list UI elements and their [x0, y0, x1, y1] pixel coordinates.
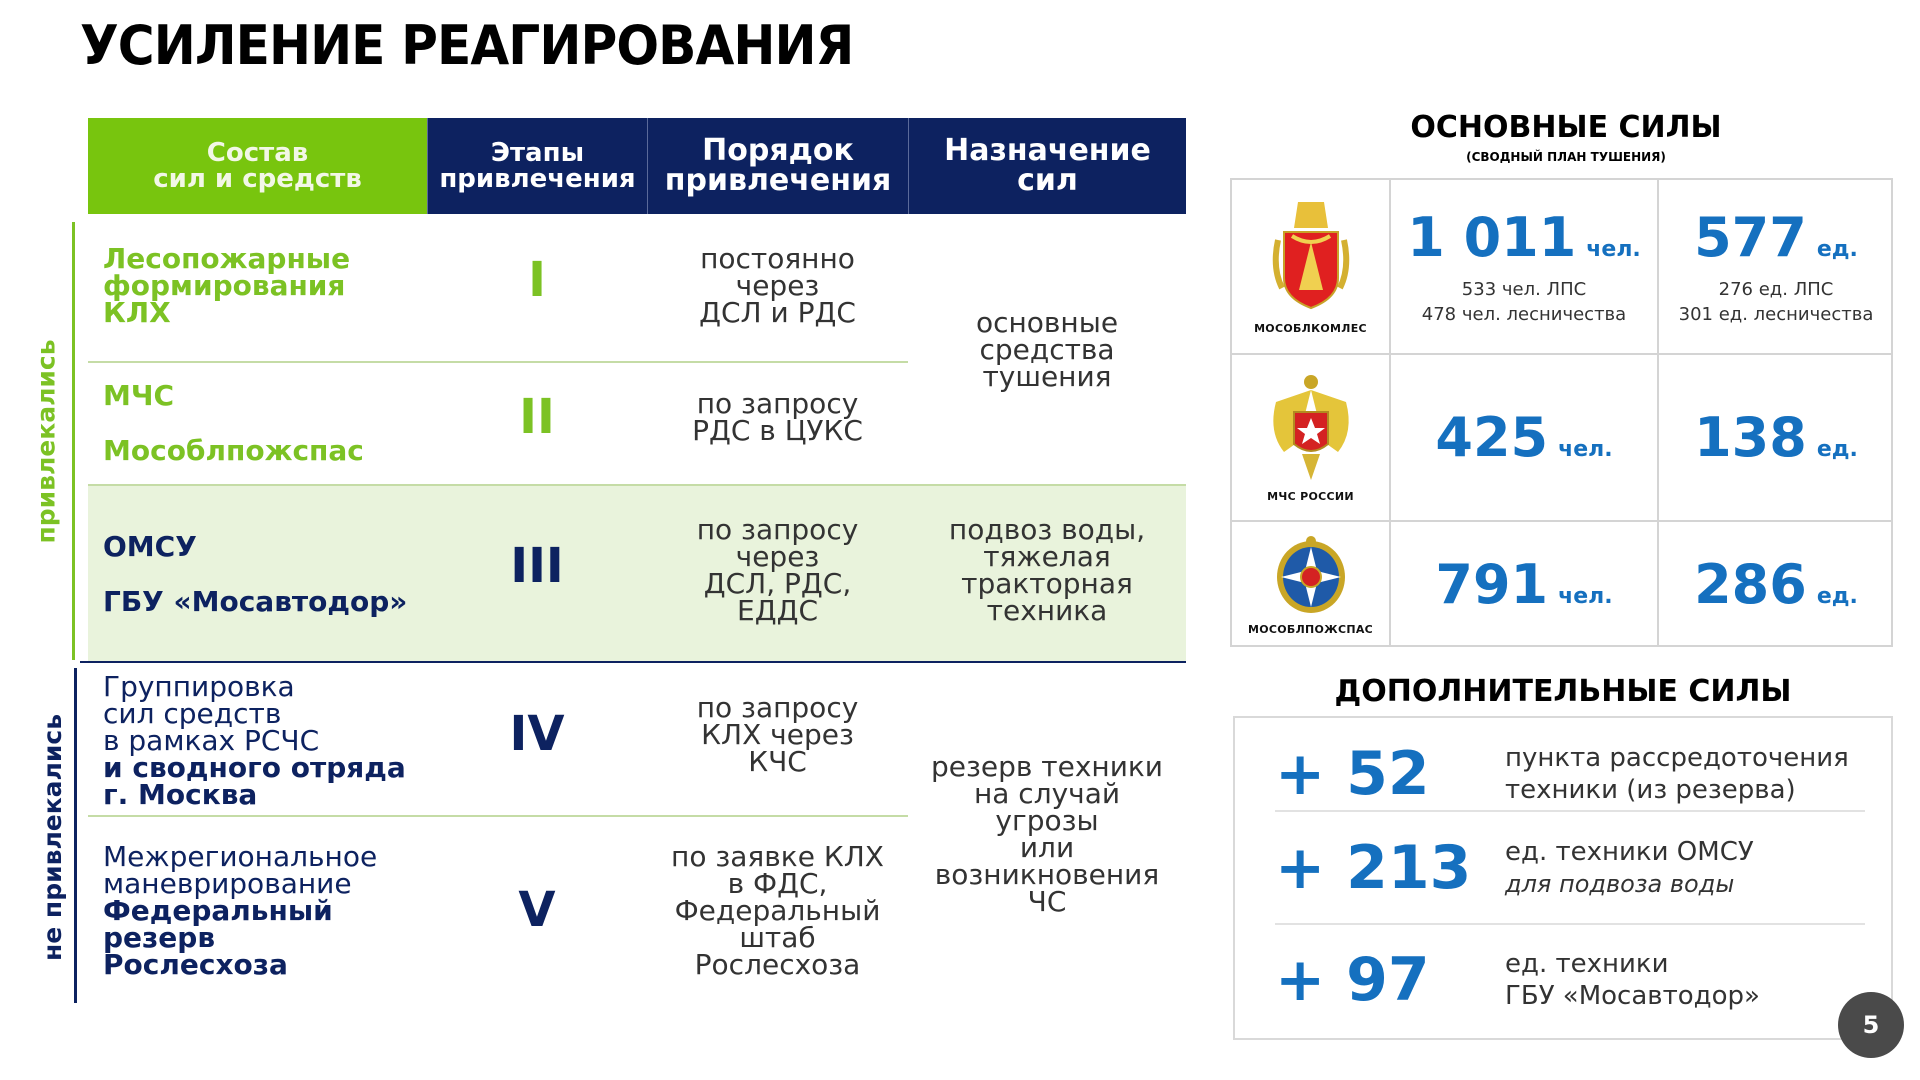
org-cell-mosoblkomles [1232, 180, 1391, 355]
order-line: РДС в ЦУКС [692, 414, 863, 447]
purpose-line: или [1019, 831, 1075, 864]
order-line: по запросу [696, 387, 859, 420]
units-unit: ед. [1816, 237, 1858, 262]
order-line: постоянно [700, 241, 855, 275]
composition-line: Мособлпожспас [103, 434, 364, 467]
engaged-label-wrap [0, 338, 92, 544]
purpose-line: техника [986, 594, 1108, 627]
composition-line: Лесопожарные [103, 241, 351, 275]
header-composition-line1: Состав [206, 138, 309, 168]
not-engaged-label-wrap [0, 713, 104, 961]
purpose-line: основные [975, 305, 1119, 339]
additional-divider [1275, 923, 1865, 925]
description-line: техники (из резерва) [1505, 775, 1796, 805]
additional-description [1505, 836, 1754, 900]
spacer [103, 409, 433, 437]
people-unit: чел. [1558, 584, 1613, 609]
purpose-line: тушения [982, 359, 1112, 393]
people-cell [1391, 522, 1659, 647]
additional-divider [1275, 810, 1865, 812]
additional-item [1275, 930, 1865, 1030]
units-cell [1659, 180, 1893, 355]
units-unit: ед. [1816, 584, 1858, 609]
row1-order [647, 230, 908, 340]
mchs-emblem-icon [1266, 372, 1356, 484]
breakdown-line: 478 чел. лесничества [1421, 304, 1627, 325]
row4-composition [103, 666, 433, 814]
people-value: 425 [1435, 406, 1549, 469]
order-line: Федеральный [674, 893, 881, 927]
description-line: для подвоза воды [1505, 870, 1735, 898]
purpose-line: ЧС [1027, 885, 1067, 918]
header-order-line2: привлечения [664, 163, 892, 198]
additional-forces-box [1233, 716, 1893, 1040]
purpose-line: на случай [973, 777, 1121, 810]
page-title: УСИЛЕНИЕ РЕАГИРОВАНИЯ [80, 14, 854, 77]
additional-description [1505, 948, 1760, 1012]
not-engaged-label: не привлекались [37, 713, 67, 961]
main-forces-table [1230, 178, 1893, 647]
row3-purpose [908, 486, 1186, 654]
people-cell [1391, 355, 1659, 522]
header-composition-line2: сил и средств [153, 164, 362, 194]
composition-line: маневрирование [103, 866, 352, 900]
people-value: 791 [1435, 553, 1549, 616]
composition-line: г. Москва [103, 777, 258, 811]
units-cell [1659, 355, 1893, 522]
purpose-line: тракторная [961, 567, 1133, 600]
order-line: в ФДС, [727, 866, 828, 900]
main-forces-subtitle: (СВОДНЫЙ ПЛАН ТУШЕНИЯ) [1466, 150, 1666, 164]
header-purpose-line2: сил [1017, 163, 1078, 198]
order-line: по запросу [696, 513, 859, 546]
composition-line: формирования [103, 268, 346, 302]
purpose-line: возникновения [934, 858, 1160, 891]
order-line: ЕДДС [737, 594, 818, 627]
description-line: ед. техники ОМСУ [1505, 837, 1754, 867]
description-line: ед. техники [1505, 949, 1669, 979]
row3-stage: III [510, 538, 564, 594]
order-line: штаб [739, 920, 816, 954]
row4-stage: IV [509, 706, 565, 762]
composition-line: резерв [103, 920, 216, 954]
units-count [1694, 406, 1858, 469]
row4-order [647, 684, 908, 784]
units-value: 138 [1694, 406, 1807, 469]
main-forces-title: ОСНОВНЫЕ СИЛЫ [1410, 110, 1722, 145]
composition-line: и сводного отряда [103, 750, 406, 784]
composition-line: Группировка [103, 669, 295, 703]
header-order-line1: Порядок [702, 133, 854, 168]
people-count [1407, 206, 1641, 269]
order-line: Рослесхоза [694, 947, 861, 981]
people-unit: чел. [1586, 237, 1641, 262]
units-value: 577 [1694, 206, 1807, 269]
order-line: по запросу [696, 690, 859, 724]
composition-line: Межрегиональное [103, 839, 378, 873]
composition-line: ГБУ «Мосавтодор» [103, 585, 408, 618]
people-value: 1 011 [1407, 206, 1577, 269]
people-breakdown [1422, 277, 1626, 327]
units-count [1694, 206, 1858, 269]
additional-item [1275, 728, 1865, 820]
additional-item [1275, 818, 1865, 918]
composition-line: Рослесхоза [103, 947, 288, 981]
additional-description [1505, 742, 1849, 806]
row5-order [647, 835, 908, 985]
composition-line: в рамках РСЧС [103, 723, 320, 757]
composition-line: сил средств [103, 696, 282, 730]
breakdown-line: 301 ед. лесничества [1678, 304, 1874, 325]
row5-composition [103, 830, 433, 990]
order-line: КЧС [748, 744, 807, 778]
row1-stage: I [528, 252, 546, 308]
header-purpose-line1: Назначение [944, 133, 1151, 168]
breakdown-line: 533 чел. ЛПС [1461, 279, 1587, 300]
units-unit: ед. [1816, 437, 1858, 462]
org-name: МОСОБЛКОМЛЕС [1254, 322, 1367, 335]
additional-value: + 213 [1275, 833, 1472, 903]
additional-value: + 52 [1275, 739, 1430, 809]
units-breakdown [1679, 277, 1874, 327]
header-composition [88, 118, 427, 214]
composition-line: ОМСУ [103, 530, 197, 563]
header-order [647, 118, 908, 214]
units-cell [1659, 522, 1893, 647]
mosoblkomles-emblem-icon [1268, 198, 1354, 316]
order-line: ДСЛ и РДС [699, 295, 856, 329]
composition-line: Федеральный [103, 893, 333, 927]
org-name: МОСОБЛПОЖСПАС [1247, 623, 1374, 636]
purpose-reserve [908, 664, 1186, 1004]
engaged-label: привлекались [31, 338, 61, 544]
row2-order [647, 362, 908, 472]
purpose-line: подвоз воды, [948, 513, 1146, 546]
row1-composition [103, 230, 433, 340]
additional-value: + 97 [1275, 945, 1430, 1015]
units-value: 286 [1694, 553, 1807, 616]
composition-line: МЧС [103, 379, 175, 412]
units-count [1694, 553, 1858, 616]
purpose-line: средства [979, 332, 1115, 366]
description-line: пункта рассредоточения [1505, 743, 1849, 773]
row3-order [647, 486, 908, 654]
order-line: через [735, 540, 820, 573]
spacer [103, 560, 433, 588]
header-stages [427, 118, 647, 214]
order-line: КЛХ через [701, 717, 854, 751]
page-number-badge: 5 [1838, 992, 1904, 1058]
breakdown-line: 276 ед. ЛПС [1718, 279, 1834, 300]
row5-stage: V [518, 882, 556, 938]
description-line: ГБУ «Мосавтодор» [1505, 981, 1760, 1011]
people-unit: чел. [1558, 437, 1613, 462]
purpose-line: резерв техники [930, 750, 1163, 783]
org-cell-mchs [1232, 355, 1391, 522]
people-count [1435, 406, 1612, 469]
mosoblpozhspas-emblem-icon [1271, 533, 1351, 617]
composition-line: КЛХ [103, 295, 171, 329]
header-purpose [908, 118, 1186, 214]
header-stages-line2: привлечения [439, 164, 636, 194]
row-divider [88, 815, 908, 817]
additional-forces-title: ДОПОЛНИТЕЛЬНЫЕ СИЛЫ [1334, 674, 1792, 709]
purpose-main-forces [908, 214, 1186, 484]
order-line: ДСЛ, РДС, [703, 567, 852, 600]
org-name: МЧС РОССИИ [1267, 490, 1354, 503]
people-cell [1391, 180, 1659, 355]
row2-stage: II [519, 389, 555, 445]
order-line: по заявке КЛХ [671, 839, 884, 873]
row2-composition [103, 362, 433, 484]
org-cell-mosoblpozhspas [1232, 522, 1391, 647]
header-stages-line1: Этапы [490, 138, 585, 168]
purpose-line: тяжелая [983, 540, 1111, 573]
order-line: через [735, 268, 820, 302]
purpose-line: угрозы [995, 804, 1099, 837]
row3-composition [103, 486, 433, 662]
people-count [1435, 553, 1612, 616]
